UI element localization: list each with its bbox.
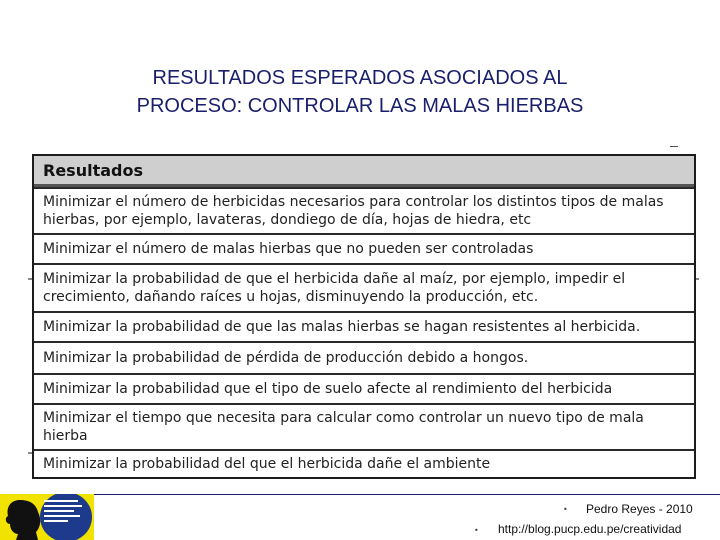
bullet-icon: • [474,526,479,535]
logo-image [0,494,94,540]
decorative-dash [670,146,678,147]
table-header: Resultados [34,156,694,187]
footer-url[interactable]: http://blog.pucp.edu.pe/creatividad [498,522,682,536]
table-row [34,263,694,311]
silhouette-icon [2,498,42,540]
table-row [34,449,694,477]
slide-title [60,64,660,120]
results-table [32,154,696,479]
footer-divider [92,494,720,495]
title-line-1: RESULTADOS ESPERADOS ASOCIADOS AL [152,67,568,89]
row-text: Minimizar la probabilidad de que el herbicida dañe al maíz, por ejemplo, impedir el crecimiento, dañando raíces u hojas, disminuyendo la producción, etc. [43,271,626,305]
footer-author: Pedro Reyes - 2010 [586,502,693,516]
row-text: Minimizar la probabilidad del que el herbicida dañe el ambiente [43,456,491,472]
decorative-mark [28,278,32,280]
row-text: Minimizar la probabilidad de que las malas hierbas se hagan resistentes al herbicida. [43,319,641,335]
logo-text-lines [44,498,84,528]
table-row [34,403,694,449]
decorative-mark [696,278,699,280]
row-text: Minimizar el tiempo que necesita para calcular como controlar un nuevo tipo de mala hierba [43,410,644,444]
row-text: Minimizar la probabilidad de pérdida de producción debido a hongos. [43,350,529,366]
row-text: Minimizar la probabilidad que el tipo de suelo afecte al rendimiento del herbicida [43,381,613,397]
table-row [34,341,694,373]
row-text: Minimizar el número de malas hierbas que no pueden ser controladas [43,241,534,257]
title-line-2: PROCESO: CONTROLAR LAS MALAS HIERBAS [136,95,584,117]
table-row [34,373,694,403]
bullet-icon: • [563,505,568,514]
row-text: Minimizar el número de herbicidas necesarios para controlar los distintos tipos de malas hierbas, por ejemplo, lavateras, dondiego de día, hojas de hiedra, etc [43,194,664,228]
decorative-mark [28,452,32,454]
table-row [34,187,694,233]
table-row [34,311,694,341]
table-row [34,233,694,263]
